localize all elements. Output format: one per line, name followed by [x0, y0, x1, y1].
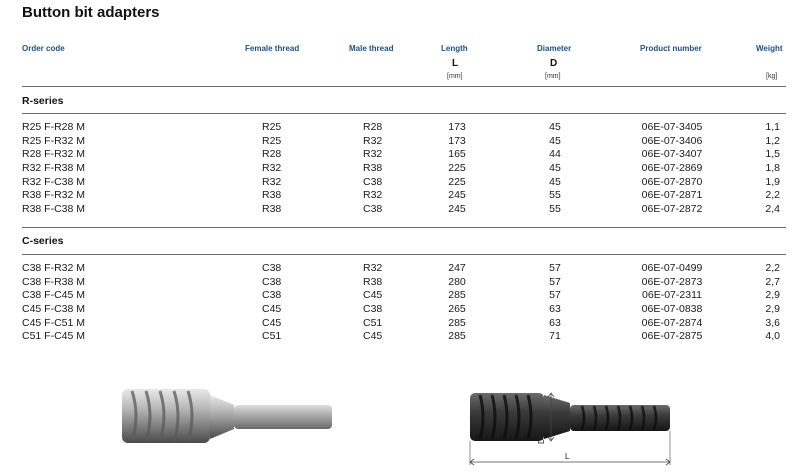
cell-product-number: 06E-07-3406 [641, 134, 703, 147]
r-series-title: R-series [22, 95, 64, 107]
cell-male-thread: C38 [363, 175, 383, 188]
cell-length: 285 [448, 289, 466, 302]
length-unit: [mm] [447, 73, 463, 80]
table-row [0, 176, 800, 190]
cell-order-code: R25 F-R28 M [22, 121, 86, 133]
cell-female-thread: C38 [262, 275, 282, 288]
cell-female-thread: R32 [262, 175, 282, 188]
cell-female-thread: C38 [262, 262, 282, 274]
cell-order-code: R32 F-R38 M [22, 162, 86, 175]
cell-length: 245 [448, 203, 466, 216]
cell-female-thread: R38 [262, 189, 282, 202]
cell-male-thread: C51 [363, 316, 383, 329]
cell-diameter: 71 [549, 330, 561, 343]
table-row [0, 121, 800, 135]
cell-diameter: 57 [549, 289, 561, 302]
cell-male-thread: R32 [363, 134, 383, 147]
table-row [0, 303, 800, 317]
cell-diameter: 55 [549, 203, 561, 216]
cell-female-thread: R25 [262, 121, 282, 133]
rule-r-series [22, 113, 786, 114]
cell-diameter: 45 [549, 121, 561, 133]
header-weight: Weight [756, 44, 783, 53]
cell-male-thread: C38 [363, 203, 383, 216]
cell-product-number: 06E-07-2872 [641, 203, 703, 216]
cell-order-code: R38 F-R32 M [22, 189, 86, 202]
cell-female-thread: R28 [262, 148, 282, 161]
length-symbol: L [452, 58, 459, 69]
cell-diameter: 63 [549, 303, 561, 316]
table-row [0, 148, 800, 162]
cell-order-code: R28 F-R32 M [22, 148, 86, 161]
adapter-dimension-drawing [462, 385, 690, 467]
cell-diameter: 57 [549, 275, 561, 288]
cell-length: 225 [448, 162, 466, 175]
cell-male-thread: R32 [363, 262, 383, 274]
cell-order-code: C38 F-R32 M [22, 262, 86, 274]
cell-diameter: 55 [549, 189, 561, 202]
cell-weight: 1,1 [765, 121, 780, 133]
table-row [0, 135, 800, 149]
table-row [0, 262, 800, 276]
cell-diameter: 45 [549, 175, 561, 188]
cell-product-number: 06E-07-2871 [641, 189, 703, 202]
cell-product-number: 06E-07-2869 [641, 162, 703, 175]
diameter-unit: [mm] [545, 73, 561, 80]
cell-order-code: C38 F-R38 M [22, 275, 86, 288]
cell-length: 245 [448, 189, 466, 202]
cell-order-code: R25 F-R32 M [22, 134, 86, 147]
cell-length: 165 [448, 148, 466, 161]
page-title: Button bit adapters [22, 4, 160, 21]
cell-order-code: C38 F-C45 M [22, 289, 86, 302]
cell-length: 285 [448, 330, 466, 343]
cell-female-thread: C45 [262, 316, 282, 329]
header-male-thread: Male thread [349, 44, 394, 53]
cell-weight: 1,5 [765, 148, 780, 161]
cell-female-thread: C38 [262, 289, 282, 302]
table-row [0, 330, 800, 344]
cell-length: 173 [448, 134, 466, 147]
cell-length: 265 [448, 303, 466, 316]
weight-unit: [kg] [766, 73, 778, 80]
header-order-code: Order code [22, 44, 65, 53]
table-row [0, 317, 800, 331]
cell-product-number: 06E-07-0499 [641, 262, 703, 274]
diameter-symbol: D [550, 58, 558, 69]
cell-female-thread: R25 [262, 134, 282, 147]
cell-product-number: 06E-07-3407 [641, 148, 703, 161]
dimension-l-label: L [565, 452, 570, 461]
cell-weight: 4,0 [765, 330, 780, 343]
cell-weight: 2,2 [765, 262, 780, 274]
r-series-table [0, 121, 800, 217]
cell-weight: 2,2 [765, 189, 780, 202]
cell-order-code: R32 F-C38 M [22, 175, 86, 188]
cell-product-number: 06E-07-2870 [641, 175, 703, 188]
cell-male-thread: R32 [363, 189, 383, 202]
cell-weight: 1,2 [765, 134, 780, 147]
cell-male-thread: C45 [363, 330, 383, 343]
table-row [0, 289, 800, 303]
cell-diameter: 45 [549, 134, 561, 147]
cell-diameter: 45 [549, 162, 561, 175]
cell-product-number: 06E-07-2311 [642, 289, 702, 302]
cell-weight: 2,7 [765, 275, 780, 288]
cell-weight: 3,6 [765, 316, 780, 329]
cell-female-thread: C45 [262, 303, 282, 316]
cell-male-thread: R32 [363, 148, 383, 161]
header-product-number: Product number [640, 44, 702, 53]
cell-weight: 1,8 [765, 162, 780, 175]
cell-female-thread: C51 [262, 330, 282, 343]
table-row [0, 189, 800, 203]
cell-order-code: C51 F-C45 M [22, 330, 86, 343]
cell-length: 280 [448, 275, 466, 288]
table-row [0, 162, 800, 176]
cell-length: 285 [448, 316, 466, 329]
cell-diameter: 63 [549, 316, 561, 329]
rule-c-series [22, 254, 786, 255]
cell-weight: 2,9 [765, 303, 780, 316]
cell-male-thread: R38 [363, 162, 383, 175]
table-row [0, 276, 800, 290]
rule-c-top [22, 227, 786, 228]
cell-product-number: 06E-07-2873 [641, 275, 703, 288]
cell-male-thread: C38 [363, 303, 383, 316]
table-row [0, 203, 800, 217]
cell-order-code: C45 F-C38 M [22, 303, 86, 316]
adapter-photo [118, 383, 336, 451]
cell-male-thread: R28 [363, 121, 383, 133]
cell-male-thread: C45 [363, 289, 383, 302]
cell-weight: 1,9 [765, 175, 780, 188]
cell-order-code: C45 F-C51 M [22, 316, 86, 329]
cell-female-thread: R32 [262, 162, 282, 175]
cell-female-thread: R38 [262, 203, 282, 216]
cell-product-number: 06E-07-0838 [641, 303, 703, 316]
cell-product-number: 06E-07-3405 [641, 121, 703, 133]
cell-length: 173 [448, 121, 466, 133]
cell-length: 225 [448, 175, 466, 188]
cell-product-number: 06E-07-2875 [641, 330, 703, 343]
c-series-table [0, 262, 800, 344]
cell-length: 247 [448, 262, 466, 274]
cell-diameter: 57 [549, 262, 561, 274]
cell-diameter: 44 [549, 148, 561, 161]
header-female-thread: Female thread [245, 44, 300, 53]
dimension-d-label: D [537, 438, 546, 444]
cell-weight: 2,9 [765, 289, 780, 302]
rule-header [22, 86, 786, 87]
c-series-title: C-series [22, 235, 64, 247]
cell-order-code: R38 F-C38 M [22, 203, 86, 216]
header-diameter: Diameter [537, 44, 572, 53]
header-length: Length [441, 44, 468, 53]
cell-weight: 2,4 [765, 203, 780, 216]
cell-product-number: 06E-07-2874 [641, 316, 703, 329]
cell-male-thread: R38 [363, 275, 383, 288]
